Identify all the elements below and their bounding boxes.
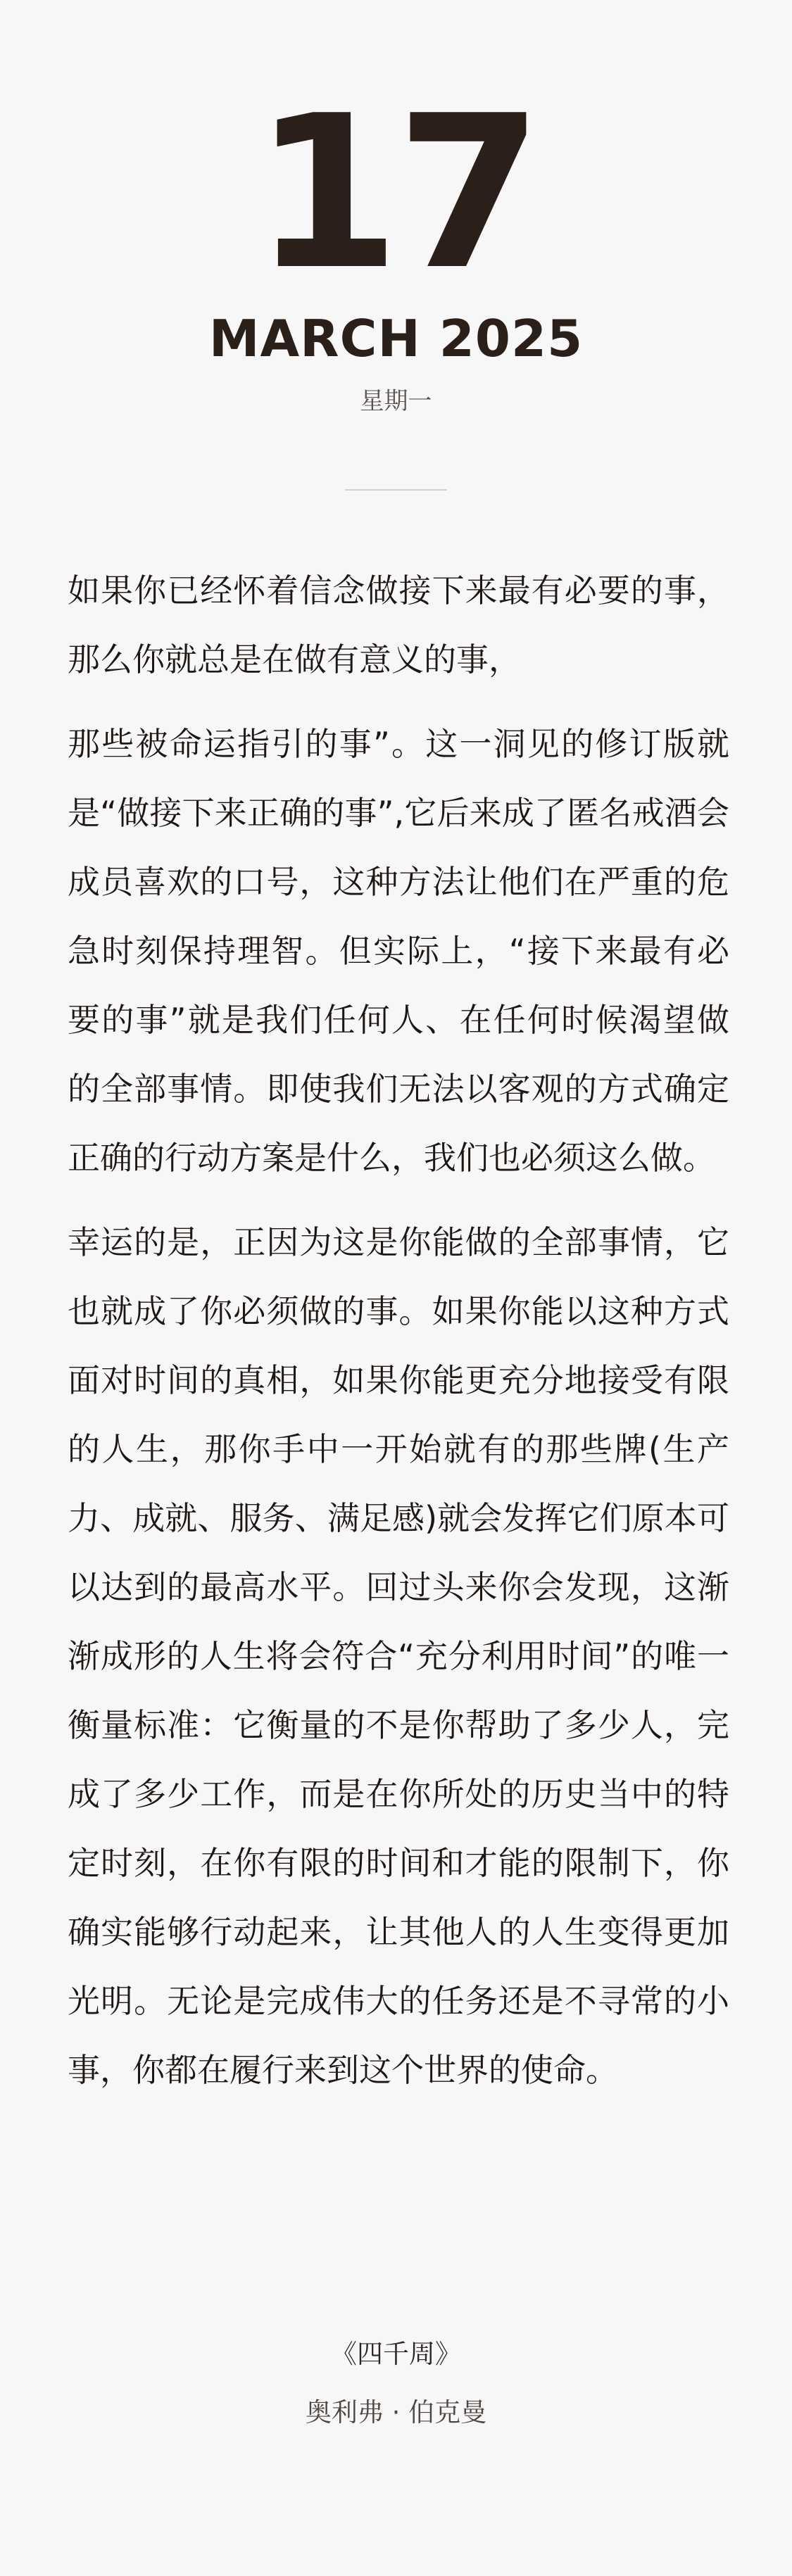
date-month-year: MARCH 2025 xyxy=(208,309,584,368)
divider-line xyxy=(345,489,447,491)
quote-paragraph-2: 那些被命运指引的事”。这一洞见的修订版就是“做接下来正确的事”,它后来成了匿名戒酒会成员喜欢的口号，这种方法让他们在严重的危急时刻保持理智。但实际上，“接下来最有必要的事”就是我们任何人、在任何时候渴望做的全部事情。即使我们无法以客观的方式确定正确的行动方案是什么，我们也必须这么做。 xyxy=(68,725,729,1177)
date-weekday: 星期一 xyxy=(360,387,432,415)
source-book-title: 《四千周》 xyxy=(331,2339,461,2369)
date-day: 17 xyxy=(253,70,539,316)
quote-body xyxy=(68,556,729,2120)
quote-paragraph-3: 幸运的是，正因为这是你能做的全部事情，它也就成了你必须做的事。如果你能以这种方式面对时间的真相，如果你能更充分地接受有限的人生，那你手中一开始就有的那些牌(生产力、成就、服务、满足感)就会发挥它们原本可以达到的最高水平。回过头来你会发现，这渐渐成形的人生将会符合“充分利用时间”的唯一衡量标准：它衡量的不是你帮助了多少人，完成了多少工作，而是在你所处的历史当中的特定时刻，在你有限的时间和才能的限制下，你确实能够行动起来，让其他人的人生变得更加光明。无论是完成伟大的任务还是不寻常的小事，你都在履行来到这个世界的使命。 xyxy=(68,1223,729,2089)
quote-paragraph-1: 如果你已经怀着信念做接下来最有必要的事，那么你就总是在做有意义的事， xyxy=(68,572,729,678)
source-author: 奥利弗 · 伯克曼 xyxy=(305,2397,487,2427)
